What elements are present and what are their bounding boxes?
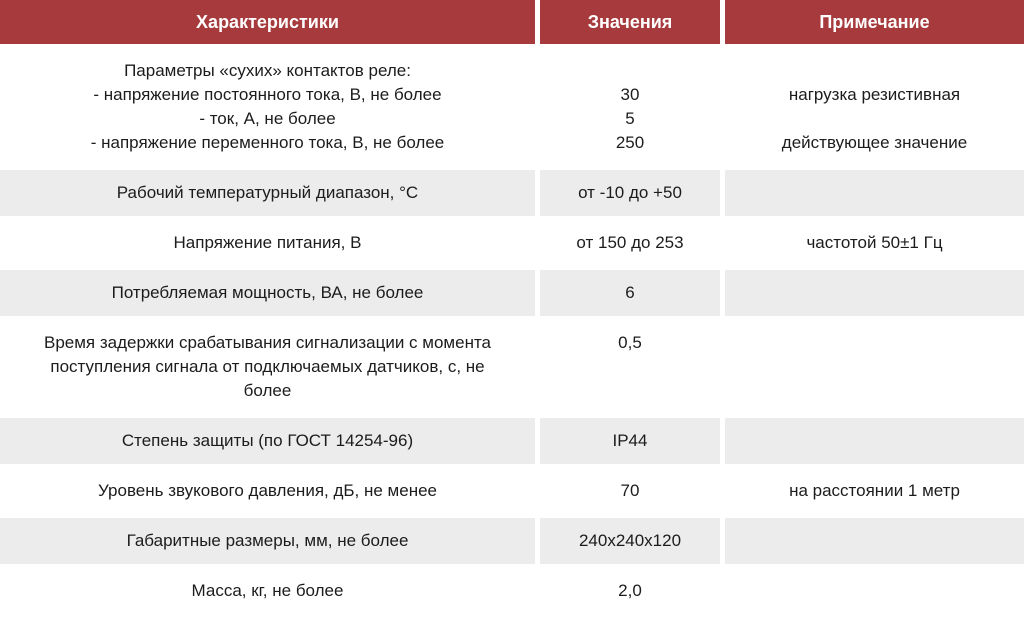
cell-note [725, 320, 1024, 414]
cell-value [540, 418, 720, 464]
cell-line: действующее значение [781, 133, 968, 152]
cell-line: Напряжение питания, В [173, 233, 362, 252]
cell-line: Время задержки срабатывания сигнализации с момента [43, 333, 492, 352]
cell-value [540, 320, 720, 414]
cell-line: 2,0 [618, 581, 642, 600]
cell-line: - ток, А, не более [199, 109, 336, 128]
cell-characteristic [0, 518, 535, 564]
cell-line: нагрузка резистивная [788, 85, 961, 104]
cell-characteristic [0, 320, 535, 414]
cell-line: Рабочий температурный диапазон, °С [116, 183, 419, 202]
cell-value [540, 270, 720, 316]
cell-line: на расстоянии 1 метр [789, 481, 960, 500]
cell-characteristic [0, 468, 535, 514]
cell-characteristic [0, 418, 535, 464]
cell-characteristic [0, 170, 535, 216]
cell-note [725, 170, 1024, 216]
cell-line: поступления сигнала от подключаемых датчиков, с, не [50, 357, 485, 376]
cell-line: от -10 до +50 [578, 183, 682, 202]
column-header-characteristics: Характеристики [0, 0, 535, 44]
cell-line: 70 [620, 481, 640, 500]
cell-value [540, 220, 720, 266]
cell-line: 30 [620, 85, 640, 104]
cell-line: Параметры «сухих» контактов реле: [124, 61, 411, 80]
cell-note [725, 418, 1024, 464]
cell-line: Габаритные размеры, мм, не более [126, 531, 409, 550]
cell-line: более [243, 381, 292, 400]
cell-line: - напряжение постоянного тока, В, не более [93, 85, 442, 104]
cell-line: Масса, кг, не более [191, 581, 344, 600]
cell-line: - напряжение переменного тока, В, не более [90, 133, 445, 152]
cell-note [725, 48, 1024, 166]
cell-characteristic [0, 220, 535, 266]
column-header-values: Значения [540, 0, 720, 44]
cell-value [540, 170, 720, 216]
cell-line: 250 [615, 133, 645, 152]
cell-line: IP44 [612, 431, 648, 450]
cell-note [725, 220, 1024, 266]
cell-line: Потребляемая мощность, ВА, не более [111, 283, 424, 302]
cell-line: Степень защиты (по ГОСТ 14254-96) [121, 431, 414, 450]
cell-line: частотой 50±1 Гц [806, 233, 943, 252]
cell-note [725, 468, 1024, 514]
cell-value [540, 48, 720, 166]
cell-note [725, 270, 1024, 316]
cell-characteristic [0, 48, 535, 166]
cell-characteristic [0, 270, 535, 316]
cell-line: 5 [625, 109, 635, 128]
cell-line: 6 [625, 283, 635, 302]
cell-line: 0,5 [618, 333, 642, 352]
cell-characteristic [0, 568, 535, 614]
cell-line: 240х240х120 [578, 531, 682, 550]
column-header-note: Примечание [725, 0, 1024, 44]
cell-value [540, 518, 720, 564]
cell-value [540, 568, 720, 614]
cell-value [540, 468, 720, 514]
cell-note [725, 518, 1024, 564]
cell-line: от 150 до 253 [576, 233, 684, 252]
cell-line: Уровень звукового давления, дБ, не менее [98, 481, 437, 500]
cell-note [725, 568, 1024, 614]
